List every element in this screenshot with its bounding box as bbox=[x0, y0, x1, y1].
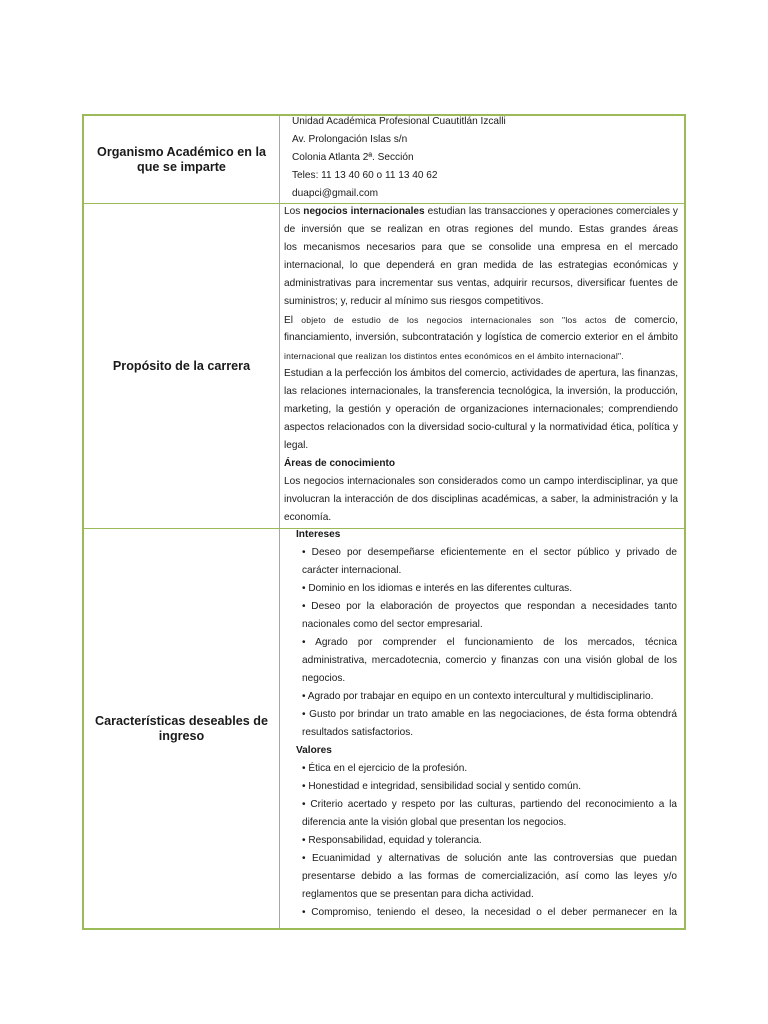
interes-item: • Agrado por trabajar en equipo en un contexto intercultural y multidisciplinario. bbox=[302, 691, 654, 702]
row-label-proposito: Propósito de la carrera bbox=[84, 204, 280, 528]
valor-item: • Compromiso, teniendo el deseo, la necesidad o el deber permanecer en la bbox=[302, 907, 677, 918]
proposito-p1-bold: negocios internacionales bbox=[303, 206, 425, 217]
proposito-p2-small: objeto de estudio de los negocios internacionales son "los actos bbox=[301, 315, 607, 325]
interes-item: • Agrado por comprender el funcionamiento de los mercados, técnica bbox=[302, 637, 677, 648]
proposito-p1-line bbox=[281, 204, 684, 221]
proposito-p3-line: las relaciones internacionales, la transferencia tecnológica, la inversión, la producción, bbox=[284, 386, 678, 397]
valor-item: • Ética en el ejercicio de la profesión. bbox=[302, 763, 468, 774]
proposito-p3-line: legal. bbox=[284, 440, 309, 451]
proposito-p1-line: administrativas para incrementar sus ventas, adquirir recursos, diversificar fuentes de bbox=[284, 278, 678, 289]
interes-item: • Deseo por desempeñarse eficientemente en el sector público y privado de bbox=[302, 547, 677, 558]
proposito-p3-line: Estudian a la perfección los ámbitos del comercio, actividades de apertura, las finanzas, bbox=[284, 368, 678, 379]
row-content-organismo bbox=[281, 116, 684, 203]
interes-item-cont: nacionales como del sector empresarial. bbox=[302, 619, 483, 630]
valor-item: • Responsabilidad, equidad y tolerancia. bbox=[302, 835, 482, 846]
valor-item-cont: diferencia ante la visión global que presentan los negocios. bbox=[302, 817, 567, 828]
proposito-p4-line: involucran la interacción de dos disciplinas académicas, a saber, la administración y la bbox=[284, 494, 678, 505]
row-content-proposito bbox=[281, 204, 684, 528]
table-row-caracteristicas bbox=[84, 529, 684, 928]
interes-item-cont: carácter internacional. bbox=[302, 565, 402, 576]
valores-heading: Valores bbox=[296, 745, 332, 756]
table-row-proposito bbox=[84, 204, 684, 529]
proposito-p4-line: economía. bbox=[284, 512, 332, 523]
proposito-p2-prefix: El bbox=[284, 315, 302, 326]
row-label-organismo: Organismo Académico en la que se imparte bbox=[84, 116, 280, 203]
proposito-p1-line: de inversión que se realizan en otras regiones del mundo. Estas grandes áreas bbox=[284, 224, 678, 235]
areas-heading: Áreas de conocimiento bbox=[284, 458, 396, 469]
interes-item-cont: negocios. bbox=[302, 673, 346, 684]
valor-item: • Criterio acertado y respeto por las culturas, partiendo del reconocimiento a la bbox=[302, 799, 677, 810]
proposito-p1-prefix: Los bbox=[284, 206, 304, 217]
valor-item-cont: reglamentos que se presentan para dicha actividad. bbox=[302, 889, 534, 900]
proposito-p2-line: financiamiento, inversión, subcontratación y logística de comercio exterior en el ámbito bbox=[284, 332, 678, 343]
program-info-table bbox=[82, 114, 686, 930]
proposito-p1-line: los mecanismos necesarios para que se consolide una empresa en el mercado bbox=[284, 242, 678, 253]
valor-item-cont: presentarse debido a las formas de comercialización, así como las leyes y/o bbox=[302, 871, 677, 882]
proposito-p4-line: Los negocios internacionales son considerados como un campo interdisciplinar, ya que bbox=[284, 476, 678, 487]
proposito-p1-line: suministros; y, reducir al mínimo sus riesgos competitivos. bbox=[284, 296, 544, 307]
address-line-street: Av. Prolongación Islas s/n bbox=[292, 134, 408, 145]
valor-item: • Honestidad e integridad, sensibilidad social y sentido común. bbox=[302, 781, 582, 792]
proposito-p3-line: marketing, la gestión y operación de organizaciones internacionales; comprendiendo bbox=[284, 404, 678, 415]
proposito-p2-line bbox=[281, 311, 684, 329]
interes-item: • Dominio en los idiomas e interés en las diferentes culturas. bbox=[302, 583, 573, 594]
row-content-caracteristicas bbox=[281, 529, 684, 928]
address-line-unit: Unidad Académica Profesional Cuautitlán Izcalli bbox=[292, 116, 506, 127]
address-line-phones: Teles: 11 13 40 60 o 11 13 40 62 bbox=[292, 170, 438, 181]
proposito-p2-rest: de comercio, bbox=[606, 315, 678, 326]
interes-item: • Gusto por brindar un trato amable en las negociaciones, de ésta forma obtendrá bbox=[302, 709, 677, 720]
proposito-p2-line: internacional que realizan los distintos entes económicos en el ámbito internacional". bbox=[284, 351, 624, 361]
proposito-p3-line: aspectos relacionados con la diversidad socio-cultural y la normatividad ética, política y bbox=[284, 422, 678, 433]
intereses-heading: Intereses bbox=[296, 529, 341, 540]
proposito-p1-line: internacional, lo que dependerá en gran medida de las estrategias económicas y bbox=[284, 260, 678, 271]
row-label-caracteristicas: Características deseables de ingreso bbox=[84, 529, 280, 928]
proposito-p1-rest: estudian las transacciones y operaciones comerciales y bbox=[424, 206, 678, 217]
table-row-organismo bbox=[84, 116, 684, 204]
interes-item: • Deseo por la elaboración de proyectos que respondan a necesidades tanto bbox=[302, 601, 677, 612]
interes-item-cont: administrativa, mercadotecnia, comercio y finanzas con una visión global de los bbox=[302, 655, 677, 666]
address-line-colonia: Colonia Atlanta 2ª. Sección bbox=[292, 152, 414, 163]
valor-item: • Ecuanimidad y alternativas de solución ante las controversias que puedan bbox=[302, 853, 677, 864]
interes-item-cont: resultados satisfactorios. bbox=[302, 727, 414, 738]
address-line-email: duapci@gmail.com bbox=[292, 188, 378, 199]
